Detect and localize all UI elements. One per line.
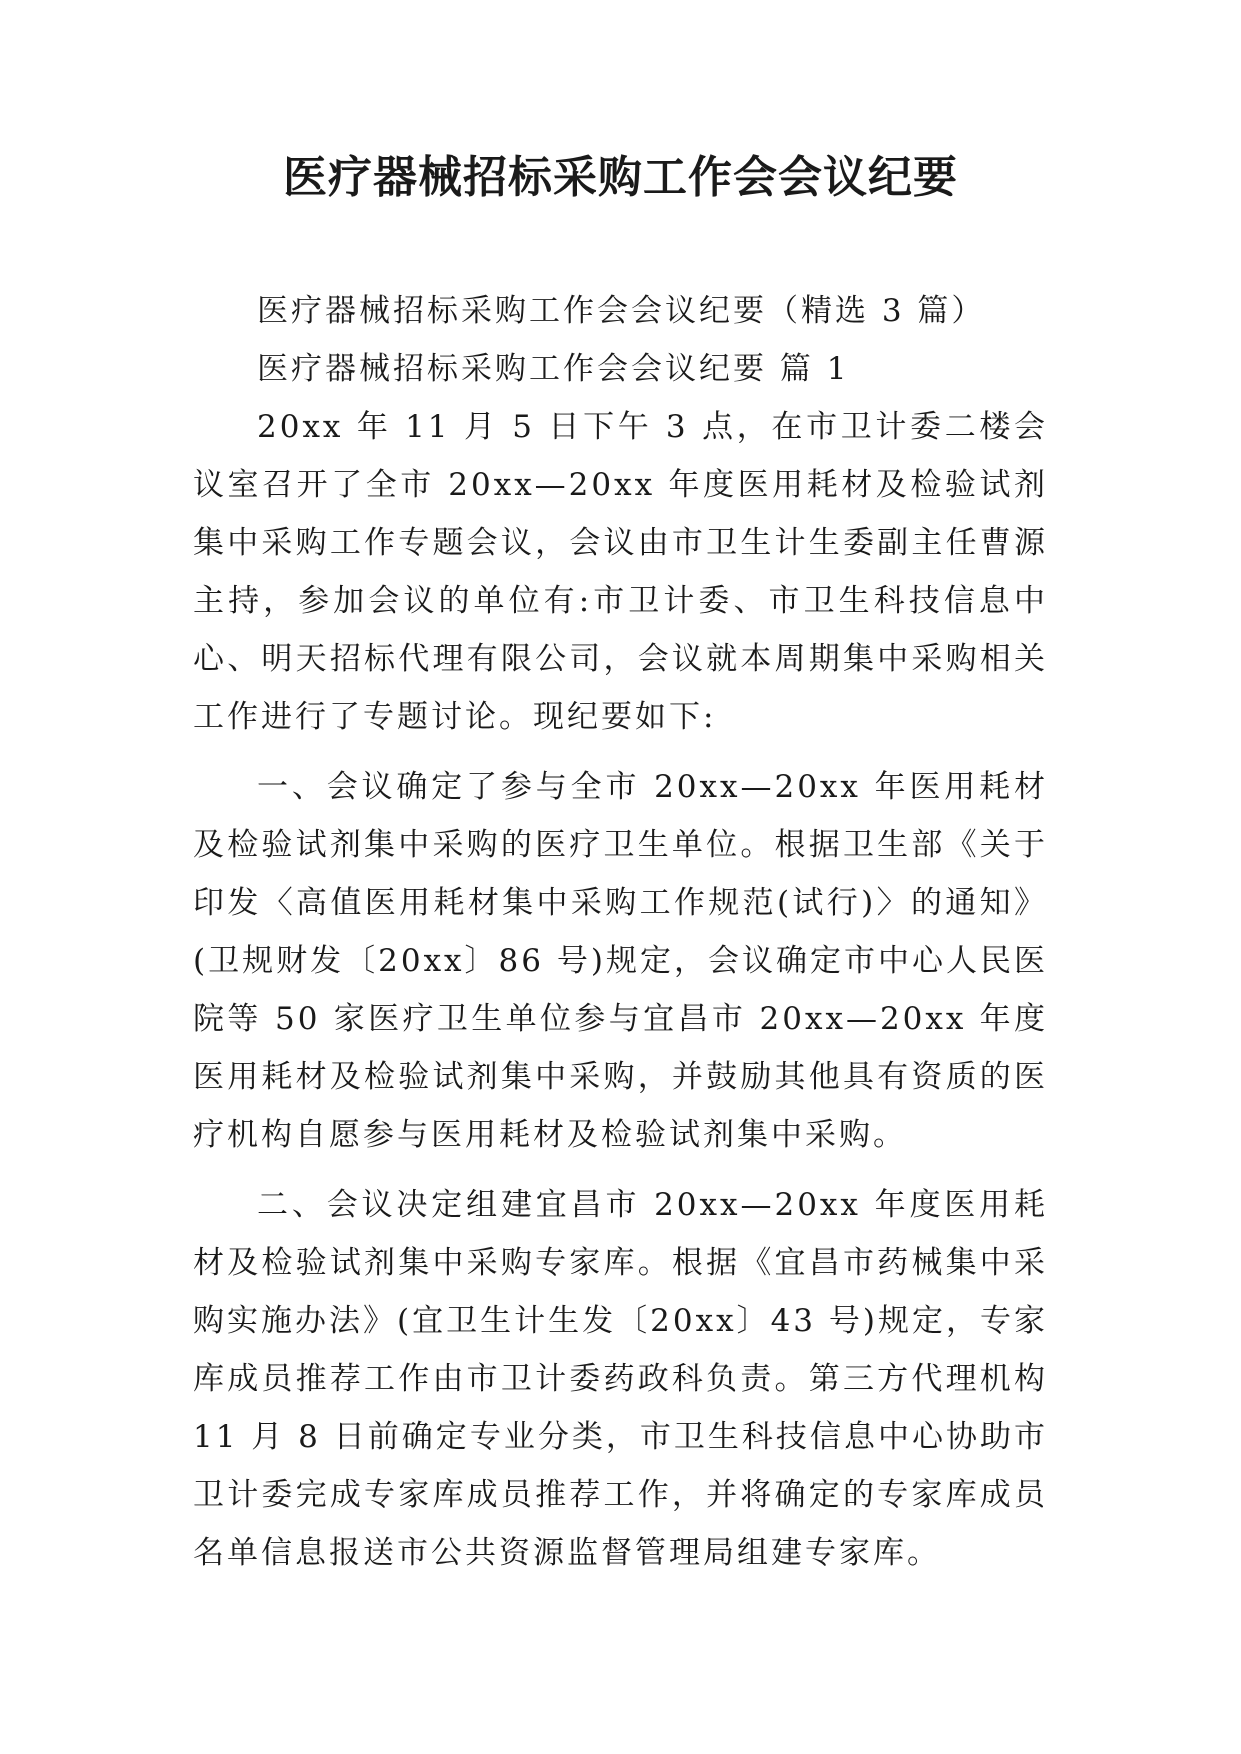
document-subtitle: 医疗器械招标采购工作会会议纪要（精选 3 篇） — [257, 293, 986, 329]
document-body — [193, 282, 1048, 1582]
body-paragraph-intro: 20xx 年 11 月 5 日下午 3 点，在市卫计委二楼会议室召开了全市 20xx—20xx 年度医用耗材及检验试剂集中采购工作专题会议，会议由市卫生计生委副主任曹源主持，参加会议的单位有:市卫计委、市卫生科技信息中心、明天招标代理有限公司，会议就本周期集中采购相关工作进行了专题讨论。现纪要如下: — [193, 409, 1048, 735]
section-heading: 医疗器械招标采购工作会会议纪要 篇 1 — [257, 351, 850, 387]
body-paragraph-item-1: 一、会议确定了参与全市 20xx—20xx 年医用耗材及检验试剂集中采购的医疗卫生单位。根据卫生部《关于印发〈高值医用耗材集中采购工作规范(试行)〉的通知》(卫规财发〔20xx〕86 号)规定，会议确定市中心人民医院等 50 家医疗卫生单位参与宜昌市 20xx—20xx 年度医用耗材及检验试剂集中采购，并鼓励其他具有资质的医疗机构自愿参与医用耗材及检验试剂集中采购。 — [193, 769, 1048, 1153]
document-title: 医疗器械招标采购工作会会议纪要 — [283, 152, 958, 203]
body-paragraph-item-2: 二、会议决定组建宜昌市 20xx—20xx 年度医用耗材及检验试剂集中采购专家库。根据《宜昌市药械集中采购实施办法》(宜卫生计生发〔20xx〕43 号)规定，专家库成员推荐工作由市卫计委药政科负责。第三方代理机构 11 月 8 日前确定专业分类，市卫生科技信息中心协助市卫计委完成专家库成员推荐工作，并将确定的专家库成员名单信息报送市公共资源监督管理局组建专家库。 — [193, 1187, 1048, 1571]
